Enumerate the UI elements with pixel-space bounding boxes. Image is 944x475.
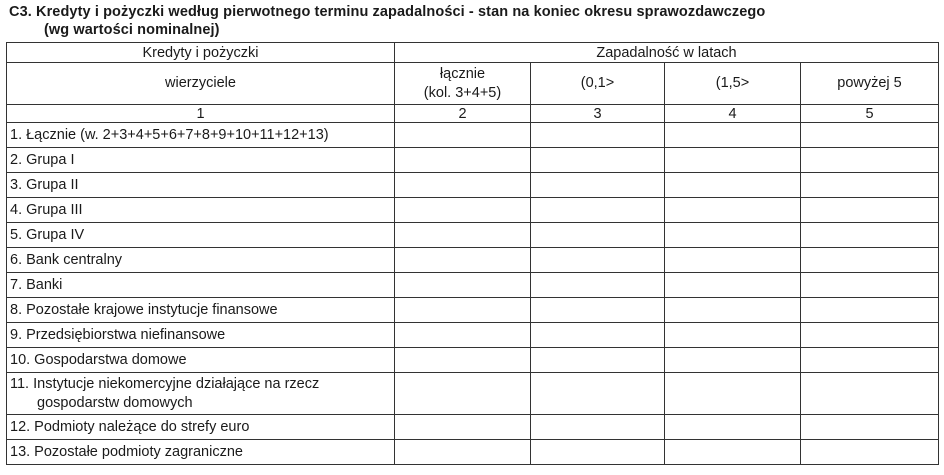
- column-number: 4: [665, 105, 801, 123]
- input-cell-1-5[interactable]: [665, 148, 801, 173]
- input-cell-1-5[interactable]: [665, 415, 801, 440]
- table-row: [7, 373, 939, 415]
- column-number: 2: [395, 105, 531, 123]
- row-label: 13. Pozostałe podmioty zagraniczne: [7, 440, 395, 465]
- header-maturity: Zapadalność w latach: [395, 43, 939, 63]
- table-row: [7, 415, 939, 440]
- row-label: [7, 373, 395, 415]
- loans-maturity-table: [6, 42, 939, 465]
- input-cell-0-1[interactable]: [531, 148, 665, 173]
- input-cell-total[interactable]: [395, 440, 531, 465]
- input-cell-total[interactable]: [395, 123, 531, 148]
- row-label: 2. Grupa I: [7, 148, 395, 173]
- input-cell-total[interactable]: [395, 415, 531, 440]
- row-label-line2: gospodarstw domowych: [37, 394, 193, 411]
- input-cell-1-5[interactable]: [665, 440, 801, 465]
- column-number: 1: [7, 105, 395, 123]
- row-label: 12. Podmioty należące do strefy euro: [7, 415, 395, 440]
- input-cell-0-1[interactable]: [531, 173, 665, 198]
- header-total-line1: łącznie: [439, 65, 486, 82]
- form-title: [9, 3, 765, 39]
- header-1-5: (1,5>: [665, 63, 801, 105]
- table-row: [7, 298, 939, 323]
- input-cell-0-1[interactable]: [531, 223, 665, 248]
- header-creditors: wierzyciele: [7, 63, 395, 105]
- row-label: 3. Grupa II: [7, 173, 395, 198]
- header-loans: Kredyty i pożyczki: [7, 43, 395, 63]
- input-cell-1-5[interactable]: [665, 223, 801, 248]
- input-cell-1-5[interactable]: [665, 323, 801, 348]
- table-row: [7, 123, 939, 148]
- input-cell-1-5[interactable]: [665, 248, 801, 273]
- input-cell-total[interactable]: [395, 323, 531, 348]
- input-cell-0-1[interactable]: [531, 373, 665, 415]
- input-cell-1-5[interactable]: [665, 198, 801, 223]
- input-cell-1-5[interactable]: [665, 298, 801, 323]
- column-numbers-row: [7, 105, 939, 123]
- input-cell-0-1[interactable]: [531, 440, 665, 465]
- input-cell-over-5[interactable]: [801, 148, 939, 173]
- input-cell-total[interactable]: [395, 348, 531, 373]
- input-cell-total[interactable]: [395, 298, 531, 323]
- table-row: [7, 273, 939, 298]
- input-cell-0-1[interactable]: [531, 415, 665, 440]
- input-cell-total[interactable]: [395, 373, 531, 415]
- table-row: [7, 348, 939, 373]
- input-cell-0-1[interactable]: [531, 248, 665, 273]
- table-row: [7, 440, 939, 465]
- input-cell-total[interactable]: [395, 248, 531, 273]
- input-cell-total[interactable]: [395, 223, 531, 248]
- input-cell-over-5[interactable]: [801, 415, 939, 440]
- form-title-line2: (wg wartości nominalnej): [44, 22, 220, 38]
- row-label: 10. Gospodarstwa domowe: [7, 348, 395, 373]
- row-label: 1. Łącznie (w. 2+3+4+5+6+7+8+9+10+11+12+13): [7, 123, 395, 148]
- input-cell-total[interactable]: [395, 173, 531, 198]
- row-label: 9. Przedsiębiorstwa niefinansowe: [7, 323, 395, 348]
- input-cell-over-5[interactable]: [801, 223, 939, 248]
- row-label-line1: 11. Instytucje niekomercyjne działające na rzecz: [10, 375, 320, 392]
- table-row: [7, 148, 939, 173]
- input-cell-over-5[interactable]: [801, 323, 939, 348]
- column-number: 3: [531, 105, 665, 123]
- header-0-1: (0,1>: [531, 63, 665, 105]
- table-row: [7, 173, 939, 198]
- input-cell-0-1[interactable]: [531, 323, 665, 348]
- input-cell-total[interactable]: [395, 198, 531, 223]
- row-label: 8. Pozostałe krajowe instytucje finansowe: [7, 298, 395, 323]
- input-cell-0-1[interactable]: [531, 198, 665, 223]
- row-label: 6. Bank centralny: [7, 248, 395, 273]
- input-cell-0-1[interactable]: [531, 298, 665, 323]
- table-row: [7, 198, 939, 223]
- table-row: [7, 248, 939, 273]
- input-cell-over-5[interactable]: [801, 298, 939, 323]
- input-cell-1-5[interactable]: [665, 123, 801, 148]
- input-cell-over-5[interactable]: [801, 173, 939, 198]
- header-columns-row: [7, 63, 939, 105]
- table-row: [7, 323, 939, 348]
- input-cell-0-1[interactable]: [531, 123, 665, 148]
- input-cell-1-5[interactable]: [665, 273, 801, 298]
- input-cell-0-1[interactable]: [531, 273, 665, 298]
- input-cell-over-5[interactable]: [801, 123, 939, 148]
- input-cell-0-1[interactable]: [531, 348, 665, 373]
- input-cell-over-5[interactable]: [801, 440, 939, 465]
- input-cell-1-5[interactable]: [665, 348, 801, 373]
- table-row: [7, 223, 939, 248]
- form-title-line1: C3. Kredyty i pożyczki według pierwotnego terminu zapadalności - stan na koniec okresu sprawozdawczego: [9, 4, 766, 20]
- input-cell-over-5[interactable]: [801, 273, 939, 298]
- input-cell-over-5[interactable]: [801, 248, 939, 273]
- row-label: 4. Grupa III: [7, 198, 395, 223]
- input-cell-over-5[interactable]: [801, 373, 939, 415]
- input-cell-1-5[interactable]: [665, 173, 801, 198]
- input-cell-1-5[interactable]: [665, 373, 801, 415]
- row-label: 7. Banki: [7, 273, 395, 298]
- header-total: [395, 63, 531, 105]
- row-label: 5. Grupa IV: [7, 223, 395, 248]
- input-cell-total[interactable]: [395, 148, 531, 173]
- column-number: 5: [801, 105, 939, 123]
- input-cell-over-5[interactable]: [801, 348, 939, 373]
- input-cell-total[interactable]: [395, 273, 531, 298]
- header-over-5: powyżej 5: [801, 63, 939, 105]
- input-cell-over-5[interactable]: [801, 198, 939, 223]
- header-group-row: [7, 43, 939, 63]
- header-total-line2: (kol. 3+4+5): [423, 84, 502, 101]
